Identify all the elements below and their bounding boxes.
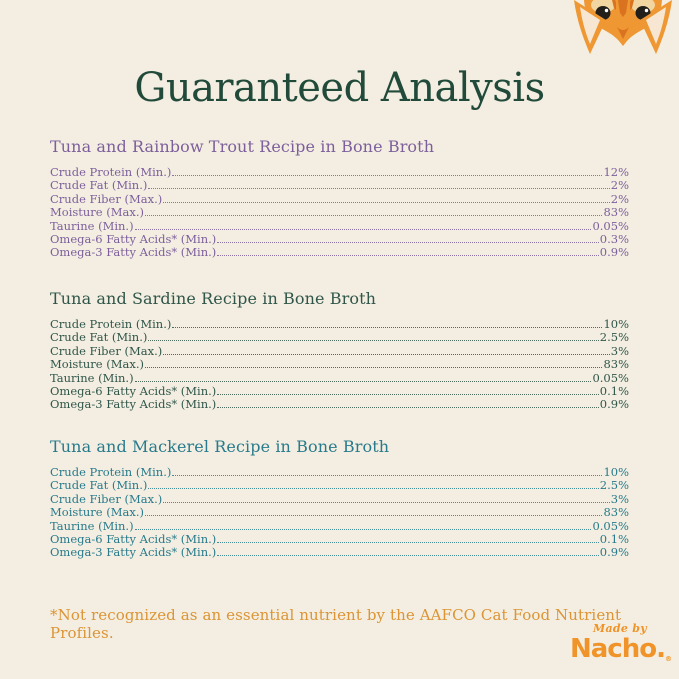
dot-leader <box>145 515 602 516</box>
nutrient-label: Omega-6 Fatty Acids* (Min.) <box>50 531 217 546</box>
nutrient-label: Moisture (Max.) <box>50 357 145 372</box>
dot-leader <box>148 188 609 189</box>
nutrient-value: 83% <box>603 357 629 372</box>
nutrient-table <box>50 165 629 259</box>
table-row <box>50 532 629 545</box>
nutrient-value: 10% <box>603 465 629 479</box>
nutrient-value: 0.3% <box>599 231 629 246</box>
table-row <box>50 371 629 384</box>
dot-leader <box>217 542 599 543</box>
dot-leader <box>145 367 602 368</box>
nutrient-value: 0.9% <box>599 245 629 260</box>
made-by-nacho-logo <box>570 623 670 663</box>
nutrient-value: 83% <box>603 505 629 520</box>
page-title: Guaranteed Analysis <box>134 64 545 111</box>
recipe-section-rainbow-trout <box>50 137 629 259</box>
nutrient-label: Crude Fat (Min.) <box>50 178 148 193</box>
table-row <box>50 478 629 491</box>
nutrient-value: 2.5% <box>599 330 629 345</box>
dot-leader <box>172 175 602 176</box>
nutrient-label: Crude Fiber (Max.) <box>50 191 163 206</box>
table-row <box>50 545 629 558</box>
nutrient-label: Moisture (Max.) <box>50 205 145 220</box>
nutrient-label: Crude Protein (Min.) <box>50 317 172 331</box>
aafco-footnote: *Not recognized as an essential nutrient by the AAFCO Cat Food Nutrient Profiles. <box>50 606 622 642</box>
table-row <box>50 165 629 178</box>
nutrient-value: 2% <box>610 191 629 206</box>
dot-leader <box>135 529 592 530</box>
nutrient-label: Omega-3 Fatty Acids* (Min.) <box>50 245 217 260</box>
logo-brand-text: Nacho.® <box>570 634 671 664</box>
recipe-section-mackerel <box>50 437 629 559</box>
dot-leader <box>217 242 599 243</box>
nutrient-value: 0.05% <box>592 218 629 233</box>
table-row <box>50 330 629 343</box>
nutrient-label: Omega-3 Fatty Acids* (Min.) <box>50 545 217 560</box>
table-row <box>50 245 629 258</box>
table-row <box>50 465 629 478</box>
table-row <box>50 505 629 518</box>
nutrient-label: Crude Fiber (Max.) <box>50 491 163 506</box>
table-row <box>50 344 629 357</box>
nutrient-table <box>50 317 629 411</box>
cat-eye-glint-right <box>645 9 648 12</box>
cat-eye-glint-left <box>605 9 608 12</box>
table-row <box>50 317 629 330</box>
nutrient-label: Omega-3 Fatty Acids* (Min.) <box>50 397 217 412</box>
nutrient-label: Crude Fat (Min.) <box>50 478 148 493</box>
nutrient-value: 12% <box>603 165 629 179</box>
table-row <box>50 178 629 191</box>
table-row <box>50 384 629 397</box>
dot-leader <box>172 327 602 328</box>
dot-leader <box>145 215 602 216</box>
recipe-title: Tuna and Sardine Recipe in Bone Broth <box>50 289 377 308</box>
nutrient-value: 0.9% <box>599 545 629 560</box>
table-row <box>50 492 629 505</box>
nutrient-label: Taurine (Min.) <box>50 370 134 385</box>
dot-leader <box>172 475 602 476</box>
dot-leader <box>217 407 599 408</box>
dot-leader <box>135 229 592 230</box>
nutrient-value: 3% <box>610 491 629 506</box>
recipe-title: Tuna and Rainbow Trout Recipe in Bone Broth <box>50 137 435 156</box>
recipe-title: Tuna and Mackerel Recipe in Bone Broth <box>50 437 390 456</box>
nutrient-label: Omega-6 Fatty Acids* (Min.) <box>50 231 217 246</box>
table-row <box>50 397 629 410</box>
table-row <box>50 519 629 532</box>
nutrient-label: Crude Fiber (Max.) <box>50 343 163 358</box>
nutrient-label: Moisture (Max.) <box>50 505 145 520</box>
recipe-section-sardine <box>50 289 629 411</box>
nutrient-value: 0.1% <box>599 531 629 546</box>
nutrient-value: 2.5% <box>599 478 629 493</box>
nutrient-value: 10% <box>603 317 629 331</box>
nutrient-value: 2% <box>610 178 629 193</box>
nutrient-label: Omega-6 Fatty Acids* (Min.) <box>50 383 217 398</box>
table-row <box>50 219 629 232</box>
nutrient-table <box>50 465 629 559</box>
table-row <box>50 205 629 218</box>
nutrient-label: Crude Fat (Min.) <box>50 330 148 345</box>
nutrient-label: Crude Protein (Min.) <box>50 465 172 479</box>
logo-made-by-text: Made by <box>592 622 647 635</box>
dot-leader <box>217 394 599 395</box>
nutrient-value: 0.05% <box>592 518 629 533</box>
nutrient-value: 83% <box>603 205 629 220</box>
nutrient-label: Taurine (Min.) <box>50 218 134 233</box>
dot-leader <box>163 354 610 355</box>
dot-leader <box>217 555 599 556</box>
dot-leader <box>163 502 610 503</box>
nutrient-value: 3% <box>610 343 629 358</box>
table-row <box>50 357 629 370</box>
dot-leader <box>148 488 598 489</box>
table-row <box>50 232 629 245</box>
dot-leader <box>148 340 598 341</box>
dot-leader <box>163 202 610 203</box>
nutrient-value: 0.9% <box>599 397 629 412</box>
nutrient-label: Taurine (Min.) <box>50 518 134 533</box>
nutrient-value: 0.05% <box>592 370 629 385</box>
registered-trademark-icon: ® <box>664 655 671 663</box>
dot-leader <box>135 381 592 382</box>
dot-leader <box>217 255 599 256</box>
table-row <box>50 192 629 205</box>
nutrient-label: Crude Protein (Min.) <box>50 165 172 179</box>
upside-down-cat-icon <box>572 0 674 58</box>
nutrient-value: 0.1% <box>599 383 629 398</box>
